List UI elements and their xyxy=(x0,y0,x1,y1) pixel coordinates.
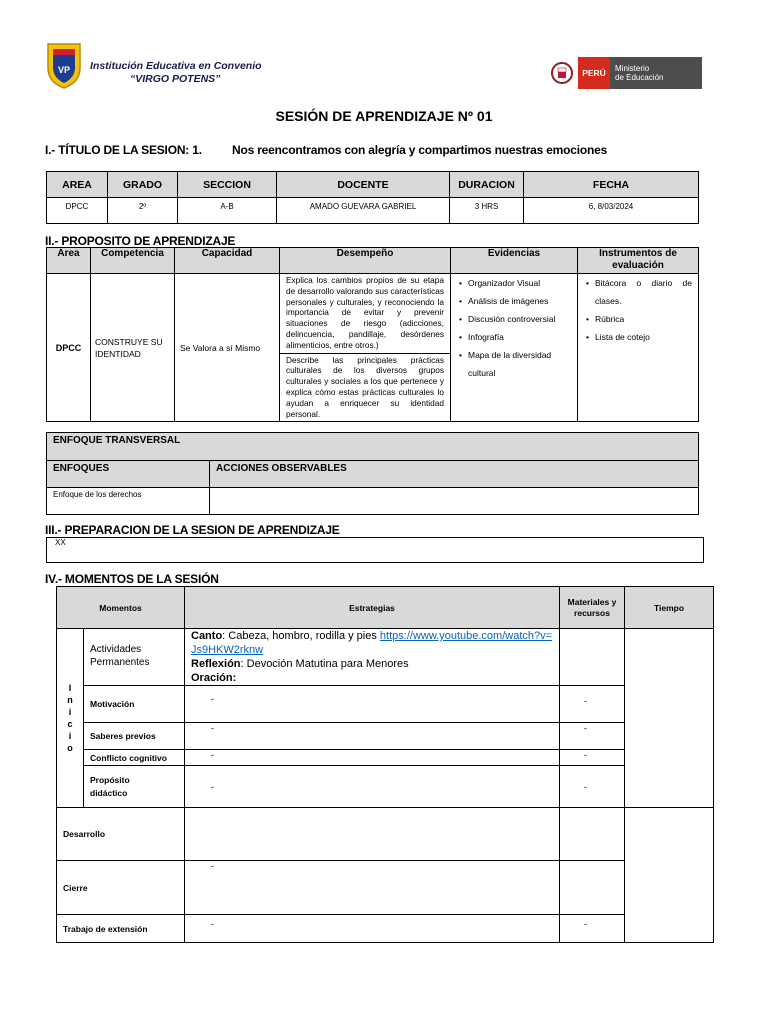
desarrollo-material xyxy=(560,808,625,861)
desempeno-2: Describe las principales prácticas culturales de los diversos grupos culturales y sociales a los que pertenece y explica cómo estas prácticas culturales lo ayudan a enriquecer su identidad personal. xyxy=(286,354,444,419)
actividades-label: Actividades Permanentes xyxy=(84,629,185,686)
preparacion-content: XX xyxy=(55,538,66,547)
proposito-strategy: - xyxy=(185,766,560,808)
preparacion-heading: III.- PREPARACION DE LA SESION DE APRENDIZAJE xyxy=(45,523,340,537)
actividades-strategy xyxy=(185,629,560,686)
info-header-duracion: DURACION xyxy=(450,172,524,198)
momentos-heading: IV.- MOMENTOS DE LA SESIÓN xyxy=(45,572,219,586)
purpose-area: DPCC xyxy=(47,274,91,422)
peru-box xyxy=(578,57,610,89)
actividades-material xyxy=(560,629,625,686)
momentos-header-materiales: Materiales y recursos xyxy=(560,587,625,629)
purpose-header-area: Área xyxy=(47,248,91,274)
desarrollo-label: Desarrollo xyxy=(57,808,185,861)
saberes-material: - xyxy=(560,723,625,750)
purpose-evidencias xyxy=(451,274,578,422)
purpose-header-capacidad: Capacidad xyxy=(175,248,280,274)
inicio-letter: n xyxy=(67,695,73,705)
ministry-line-2: de Educación xyxy=(615,73,664,82)
motivacion-material: - xyxy=(560,686,625,723)
canto-text: : Cabeza, hombro, rodilla y pies xyxy=(222,630,380,642)
inicio-letter: i xyxy=(68,731,72,741)
info-docente: AMADO GUEVARA GABRIEL xyxy=(277,198,450,224)
reflexion-label: Reflexión xyxy=(191,658,241,670)
canto-link[interactable]: https://www.youtube.com/watch?v=Js9HKW2rknw xyxy=(191,630,553,656)
info-header-grado: GRADO xyxy=(108,172,178,198)
momentos-header-tiempo: Tiempo xyxy=(625,587,714,629)
proposito-label: Propósito didáctico xyxy=(84,766,185,808)
momentos-table xyxy=(56,586,714,943)
gov-label: PERÚ xyxy=(582,68,606,78)
extension-material: - xyxy=(560,915,625,943)
school-crest xyxy=(46,42,82,90)
reflexion-text: : Devoción Matutina para Menores xyxy=(240,658,409,670)
purpose-header-evidencias: Evidencias xyxy=(451,248,578,274)
instrumento-item: • Lista de cotejo xyxy=(595,328,692,346)
enfoque-col-enfoques: ENFOQUES xyxy=(47,461,210,488)
ministry-box xyxy=(610,57,702,89)
info-header-docente: DOCENTE xyxy=(277,172,450,198)
info-table xyxy=(46,171,699,224)
inicio-tiempo xyxy=(625,629,714,808)
evidencia-item: • Análisis de imágenes xyxy=(468,292,573,310)
evidencia-item: • Discusión controversial xyxy=(468,310,573,328)
evidencias-list xyxy=(457,274,573,382)
cierre-material xyxy=(560,861,625,915)
desarrollo-tiempo xyxy=(625,808,714,943)
conflicto-strategy: - xyxy=(185,750,560,766)
evidencia-item: • Organizador Visual xyxy=(468,274,573,292)
ministry-line-1: Ministerio xyxy=(615,64,650,73)
enfoque-col-acciones: ACCIONES OBSERVABLES xyxy=(210,461,699,488)
info-grado: 2º xyxy=(108,198,178,224)
motivacion-label: Motivación xyxy=(84,686,185,723)
oracion-label: Oración: xyxy=(191,672,237,684)
info-area: DPCC xyxy=(47,198,108,224)
purpose-header-desempeno: Desempeño xyxy=(280,248,451,274)
conflicto-label: Conflicto cognitivo xyxy=(84,750,185,766)
proposito-material: - xyxy=(560,766,625,808)
cierre-strategy: - xyxy=(185,861,560,915)
instrumento-item: • Rúbrica xyxy=(595,310,692,328)
desarrollo-strategy xyxy=(185,808,560,861)
purpose-header-instrumentos: Instrumentos de evaluación xyxy=(578,248,699,274)
page-title: SESIÓN DE APRENDIZAJE Nº 01 xyxy=(275,108,493,124)
inicio-letter: o xyxy=(67,743,73,753)
saberes-strategy: - xyxy=(185,723,560,750)
school-line-2: “VIRGO POTENS” xyxy=(130,73,221,85)
purpose-competencia: CONSTRUYE SU IDENTIDAD xyxy=(91,274,175,422)
ministry-logo xyxy=(545,55,703,91)
purpose-header-competencia: Competencia xyxy=(91,248,175,274)
info-fecha: 6, 8/03/2024 xyxy=(524,198,699,224)
purpose-heading: II.- PROPOSITO DE APRENDIZAJE xyxy=(45,234,236,248)
inicio-letter: i xyxy=(68,707,72,717)
inicio-letter: I xyxy=(68,683,72,693)
evidencia-item: • Mapa de la diversidad cultural xyxy=(468,346,573,382)
reflexion-line xyxy=(191,657,553,671)
info-seccion: A-B xyxy=(178,198,277,224)
info-header-seccion: SECCION xyxy=(178,172,277,198)
preparacion-box xyxy=(46,537,704,563)
info-header-fecha: FECHA xyxy=(524,172,699,198)
instrumentos-list xyxy=(584,274,692,346)
purpose-instrumentos xyxy=(578,274,699,422)
canto-line xyxy=(191,629,553,657)
enfoque-title: ENFOQUE TRANSVERSAL xyxy=(47,433,699,461)
school-line-1: Institución Educativa en Convenio xyxy=(90,60,262,72)
enfoque-row-label: Enfoque de los derechos xyxy=(47,488,210,515)
enfoque-table xyxy=(46,432,699,515)
momentos-header-estrategias: Estrategias xyxy=(185,587,560,629)
inicio-letter: c xyxy=(67,719,73,729)
conflicto-material: - xyxy=(560,750,625,766)
instrumento-item: • Bitácora o diario de clases. xyxy=(595,274,692,310)
enfoque-row-value xyxy=(210,488,699,515)
inicio-cell xyxy=(57,629,84,808)
evidencia-item: • Infografía xyxy=(468,328,573,346)
school-name xyxy=(90,60,290,86)
session-title-label: I.- TÍTULO DE LA SESION: 1. xyxy=(45,143,202,157)
purpose-table xyxy=(46,247,699,422)
session-title-value: Nos reencontramos con alegría y compartimos nuestras emociones xyxy=(232,143,608,157)
saberes-label: Saberes previos xyxy=(84,723,185,750)
momentos-header-momentos: Momentos xyxy=(57,587,185,629)
extension-label: Trabajo de extensión xyxy=(57,915,185,943)
cierre-label: Cierre xyxy=(57,861,185,915)
desempeno-1: Explica los cambios propios de su etapa de desarrollo valorando sus características personales y culturales, y reconociendo la importancia de evitar y prevenir situaciones de riesgo (adicciones, delincuencia, pandillaje, desórdenes alimenticios, entre otros.) xyxy=(280,274,450,354)
info-duracion: 3 HRS xyxy=(450,198,524,224)
purpose-capacidad: Se Valora a sí Mismo xyxy=(175,274,280,422)
svg-text:VP: VP xyxy=(57,65,71,75)
motivacion-strategy: - xyxy=(185,686,560,723)
oracion-line xyxy=(191,671,553,685)
purpose-desempeno xyxy=(280,274,451,422)
peru-emblem-icon xyxy=(550,61,574,85)
extension-strategy: - xyxy=(185,915,560,943)
info-header-area: AREA xyxy=(47,172,108,198)
canto-label: Canto xyxy=(191,630,223,642)
